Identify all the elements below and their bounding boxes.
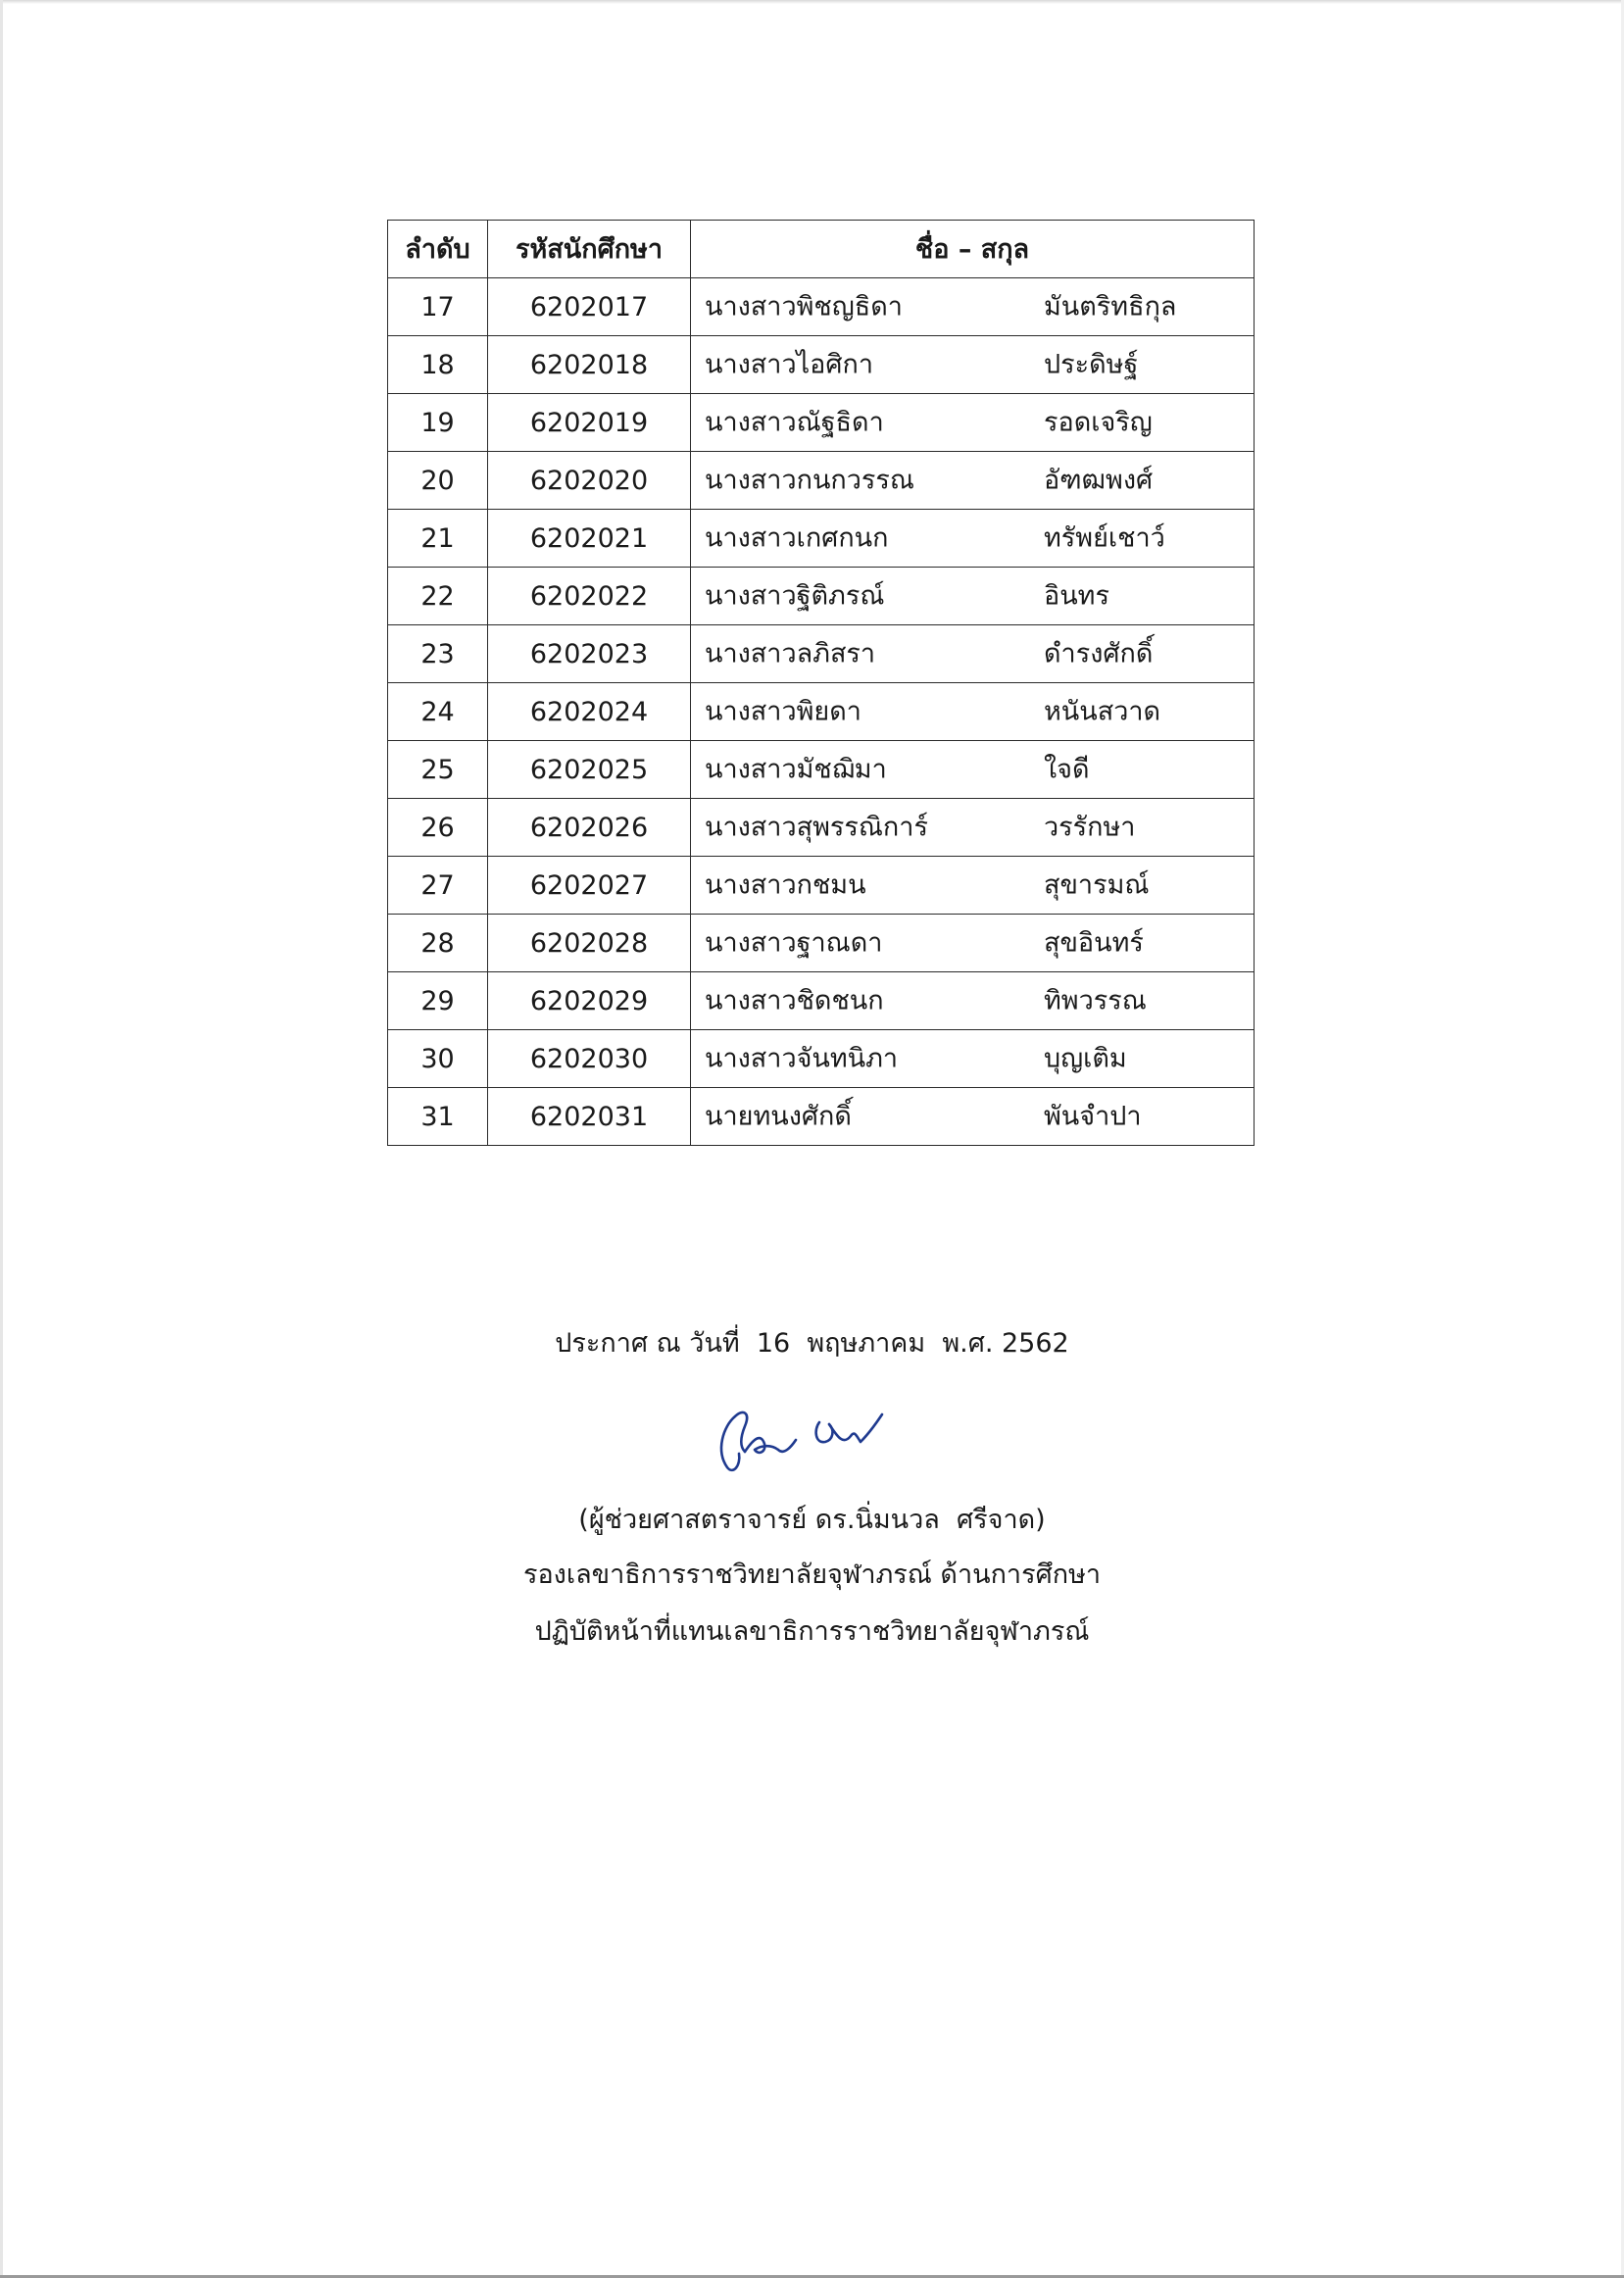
row-full-name [691,1030,1255,1088]
row-first-name: นางสาวพิชญธิดา [705,291,903,322]
row-number: 27 [388,857,488,915]
row-student-id: 6202030 [488,1030,691,1088]
scan-edge-left [0,0,3,2278]
row-first-name: นางสาวลภิสรา [705,638,876,669]
table-body [388,278,1255,1146]
row-last-name: ทิพวรรณ [1044,985,1147,1016]
row-first-name: นางสาวสุพรรณิการ์ [705,812,928,843]
row-student-id: 6202026 [488,799,691,857]
row-last-name: วรรักษา [1044,812,1136,843]
signer-position: รองเลขาธิการราชวิทยาลัยจุฬาภรณ์ ด้านการศึกษา [522,1560,1102,1590]
header-number: ลำดับ [388,221,488,278]
announcement-date: ประกาศ ณ วันที่ 16 พฤษภาคม พ.ศ. 2562 [555,1328,1069,1359]
row-first-name: นางสาวฐิติภรณ์ [705,580,885,612]
row-number: 18 [388,336,488,394]
table-row [388,683,1255,741]
row-student-id: 6202018 [488,336,691,394]
row-full-name [691,915,1255,972]
row-full-name [691,394,1255,452]
row-last-name: หนันสวาด [1044,696,1161,727]
row-number: 22 [388,568,488,625]
table-row [388,452,1255,510]
row-student-id: 6202020 [488,452,691,510]
row-first-name: นางสาวพิยดา [705,696,861,727]
row-last-name: ประดิษฐ์ [1044,349,1139,380]
student-roster-table [387,220,1255,1146]
header-student-id: รหัสนักศึกษา [488,221,691,278]
row-full-name [691,452,1255,510]
row-last-name: พันจำปา [1044,1101,1142,1132]
table-row [388,972,1255,1030]
row-last-name: สุขอินทร์ [1044,927,1144,959]
row-last-name: อัฑฒพงศ์ [1044,465,1154,496]
row-student-id: 6202019 [488,394,691,452]
row-number: 20 [388,452,488,510]
row-full-name [691,625,1255,683]
table-row [388,336,1255,394]
table-row [388,394,1255,452]
header-full-name: ชื่อ – สกุล [691,221,1255,278]
row-number: 28 [388,915,488,972]
signer-name: (ผู้ช่วยศาสตราจารย์ ดร.นิ่มนวล ศรีจาด) [578,1505,1046,1535]
row-full-name [691,278,1255,336]
row-last-name: รอดเจริญ [1044,407,1153,438]
row-number: 19 [388,394,488,452]
handwritten-signature [706,1397,902,1485]
row-first-name: นางสาวกชมน [705,869,866,901]
row-number: 17 [388,278,488,336]
table-row [388,1030,1255,1088]
row-first-name: นางสาวไอศิกา [705,349,874,380]
row-student-id: 6202023 [488,625,691,683]
row-full-name [691,741,1255,799]
row-number: 24 [388,683,488,741]
scan-edge-top [0,0,1624,4]
row-number: 31 [388,1088,488,1146]
row-last-name: ทรัพย์เชาว์ [1044,522,1165,554]
row-full-name [691,1088,1255,1146]
row-full-name [691,336,1255,394]
row-full-name [691,799,1255,857]
row-first-name: นางสาวเกศกนก [705,522,889,554]
row-first-name: นายทนงศักดิ์ [705,1101,852,1132]
row-first-name: นางสาวมัชฌิมา [705,754,887,785]
row-first-name: นางสาวกนกวรรณ [705,465,914,496]
table-row [388,568,1255,625]
table-header-row [388,221,1255,278]
row-student-id: 6202021 [488,510,691,568]
row-first-name: นางสาวชิดชนก [705,985,884,1016]
table-row [388,510,1255,568]
row-student-id: 6202022 [488,568,691,625]
row-number: 23 [388,625,488,683]
row-number: 25 [388,741,488,799]
row-full-name [691,568,1255,625]
table-row [388,741,1255,799]
row-full-name [691,683,1255,741]
table-row [388,625,1255,683]
row-number: 26 [388,799,488,857]
row-last-name: สุขารมณ์ [1044,869,1150,901]
row-full-name [691,972,1255,1030]
row-full-name [691,857,1255,915]
row-student-id: 6202017 [488,278,691,336]
row-last-name: ใจดี [1044,754,1090,785]
row-last-name: อินทร [1044,580,1109,612]
row-student-id: 6202031 [488,1088,691,1146]
row-student-id: 6202028 [488,915,691,972]
row-student-id: 6202029 [488,972,691,1030]
row-student-id: 6202027 [488,857,691,915]
row-number: 29 [388,972,488,1030]
row-full-name [691,510,1255,568]
row-first-name: นางสาวจันทนิภา [705,1043,899,1074]
row-last-name: มันตริทธิกุล [1044,291,1177,322]
row-first-name: นางสาวฐาณดา [705,927,883,959]
table-row [388,799,1255,857]
table-row [388,915,1255,972]
row-first-name: นางสาวณัฐธิดา [705,407,884,438]
table-row [388,278,1255,336]
row-student-id: 6202025 [488,741,691,799]
row-last-name: บุญเติม [1044,1043,1127,1074]
row-number: 21 [388,510,488,568]
row-last-name: ดำรงศักดิ์ [1044,638,1154,669]
row-number: 30 [388,1030,488,1088]
row-student-id: 6202024 [488,683,691,741]
table-row [388,857,1255,915]
signer-acting-role: ปฏิบัติหน้าที่แทนเลขาธิการราชวิทยาลัยจุฬาภรณ์ [534,1616,1090,1647]
table-row [388,1088,1255,1146]
